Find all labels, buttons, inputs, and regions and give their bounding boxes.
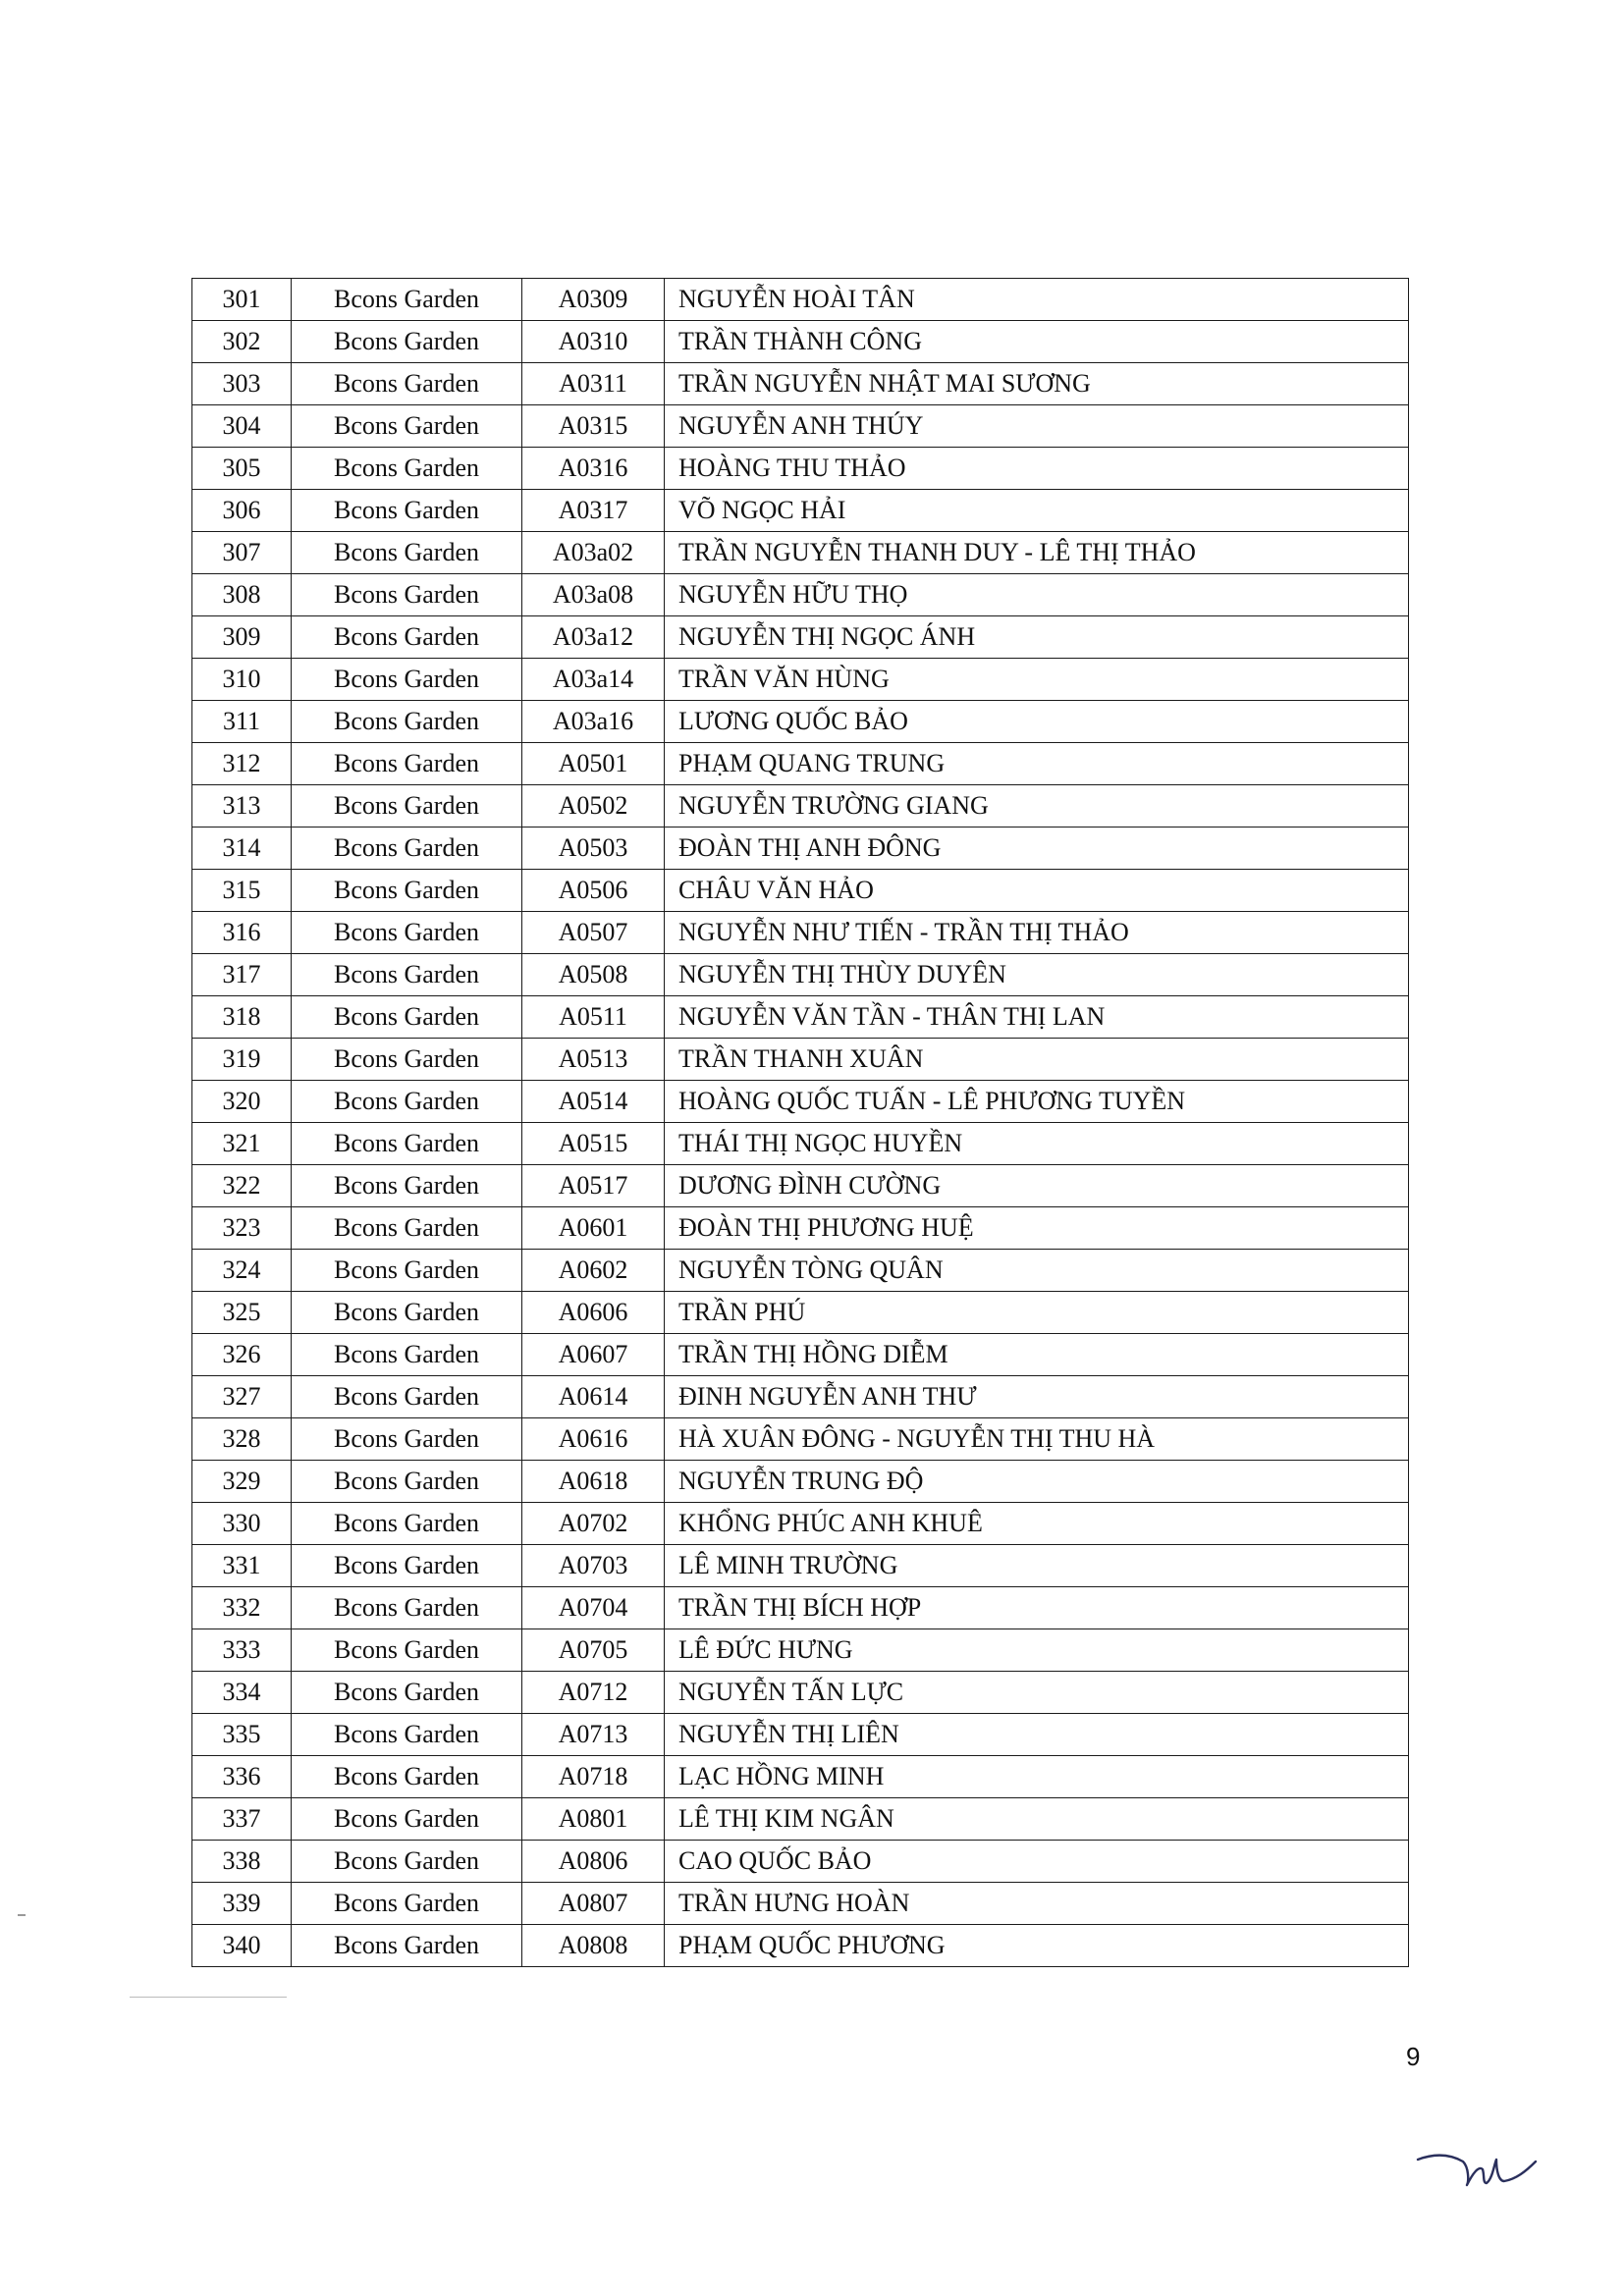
scan-artifact	[18, 1914, 26, 1916]
owner-name-cell: NGUYỄN ANH THÚY	[665, 405, 1409, 448]
project-cell: Bcons Garden	[292, 785, 522, 828]
owner-name-cell: ĐOÀN THỊ ANH ĐÔNG	[665, 828, 1409, 870]
row-number-cell: 310	[192, 659, 292, 701]
project-cell: Bcons Garden	[292, 1545, 522, 1587]
row-number-cell: 338	[192, 1841, 292, 1883]
table-row	[192, 1039, 1409, 1081]
table-row	[192, 448, 1409, 490]
project-cell: Bcons Garden	[292, 1376, 522, 1418]
owner-name-cell: KHỔNG PHÚC ANH KHUÊ	[665, 1503, 1409, 1545]
row-number-cell: 340	[192, 1925, 292, 1967]
project-cell: Bcons Garden	[292, 532, 522, 574]
project-cell: Bcons Garden	[292, 448, 522, 490]
unit-code-cell: A0806	[522, 1841, 665, 1883]
row-number-cell: 302	[192, 321, 292, 363]
project-cell: Bcons Garden	[292, 1123, 522, 1165]
row-number-cell: 339	[192, 1883, 292, 1925]
row-number-cell: 333	[192, 1629, 292, 1672]
unit-code-cell: A0501	[522, 743, 665, 785]
row-number-cell: 313	[192, 785, 292, 828]
project-cell: Bcons Garden	[292, 490, 522, 532]
owner-name-cell: TRẦN NGUYỄN THANH DUY - LÊ THỊ THẢO	[665, 532, 1409, 574]
unit-code-cell: A0507	[522, 912, 665, 954]
table-row	[192, 490, 1409, 532]
row-number-cell: 309	[192, 616, 292, 659]
owner-name-cell: NGUYỄN TRUNG ĐỘ	[665, 1461, 1409, 1503]
project-cell: Bcons Garden	[292, 321, 522, 363]
project-cell: Bcons Garden	[292, 701, 522, 743]
unit-code-cell: A0317	[522, 490, 665, 532]
row-number-cell: 319	[192, 1039, 292, 1081]
project-cell: Bcons Garden	[292, 363, 522, 405]
project-cell: Bcons Garden	[292, 1292, 522, 1334]
owner-name-cell: NGUYỄN TÒNG QUÂN	[665, 1250, 1409, 1292]
owner-name-cell: NGUYỄN TRƯỜNG GIANG	[665, 785, 1409, 828]
project-cell: Bcons Garden	[292, 616, 522, 659]
row-number-cell: 329	[192, 1461, 292, 1503]
row-number-cell: 332	[192, 1587, 292, 1629]
project-cell: Bcons Garden	[292, 1081, 522, 1123]
project-cell: Bcons Garden	[292, 1714, 522, 1756]
signature-mark	[1414, 2140, 1542, 2199]
unit-code-cell: A0311	[522, 363, 665, 405]
unit-code-cell: A0702	[522, 1503, 665, 1545]
owner-name-cell: ĐINH NGUYỄN ANH THƯ	[665, 1376, 1409, 1418]
unit-code-cell: A0508	[522, 954, 665, 996]
table-row	[192, 1672, 1409, 1714]
unit-code-cell: A0607	[522, 1334, 665, 1376]
project-cell: Bcons Garden	[292, 574, 522, 616]
table-row	[192, 1461, 1409, 1503]
owner-name-cell: NGUYỄN NHƯ TIẾN - TRẦN THỊ THẢO	[665, 912, 1409, 954]
project-cell: Bcons Garden	[292, 1629, 522, 1672]
owner-name-cell: DƯƠNG ĐÌNH CƯỜNG	[665, 1165, 1409, 1207]
owner-name-cell: NGUYỄN THỊ THÙY DUYÊN	[665, 954, 1409, 996]
project-cell: Bcons Garden	[292, 1883, 522, 1925]
project-cell: Bcons Garden	[292, 659, 522, 701]
table-row	[192, 616, 1409, 659]
table-row	[192, 574, 1409, 616]
project-cell: Bcons Garden	[292, 1250, 522, 1292]
table-row	[192, 785, 1409, 828]
project-cell: Bcons Garden	[292, 912, 522, 954]
unit-code-cell: A0503	[522, 828, 665, 870]
project-cell: Bcons Garden	[292, 1503, 522, 1545]
unit-code-cell: A0616	[522, 1418, 665, 1461]
row-number-cell: 305	[192, 448, 292, 490]
row-number-cell: 337	[192, 1798, 292, 1841]
row-number-cell: 308	[192, 574, 292, 616]
project-cell: Bcons Garden	[292, 1334, 522, 1376]
unit-code-cell: A0602	[522, 1250, 665, 1292]
owner-name-cell: TRẦN THỊ HỒNG DIỄM	[665, 1334, 1409, 1376]
row-number-cell: 330	[192, 1503, 292, 1545]
row-number-cell: 314	[192, 828, 292, 870]
owner-name-cell: LÊ THỊ KIM NGÂN	[665, 1798, 1409, 1841]
unit-code-cell: A0606	[522, 1292, 665, 1334]
table-row	[192, 1798, 1409, 1841]
unit-code-cell: A03a12	[522, 616, 665, 659]
unit-code-cell: A0515	[522, 1123, 665, 1165]
table-body	[192, 279, 1409, 1967]
owner-name-cell: TRẦN THỊ BÍCH HỢP	[665, 1587, 1409, 1629]
table-row	[192, 1250, 1409, 1292]
row-number-cell: 331	[192, 1545, 292, 1587]
project-cell: Bcons Garden	[292, 1925, 522, 1967]
table-row	[192, 532, 1409, 574]
owner-name-cell: HOÀNG THU THẢO	[665, 448, 1409, 490]
row-number-cell: 325	[192, 1292, 292, 1334]
unit-code-cell: A0309	[522, 279, 665, 321]
owner-name-cell: VÕ NGỌC HẢI	[665, 490, 1409, 532]
row-number-cell: 336	[192, 1756, 292, 1798]
table-row	[192, 1334, 1409, 1376]
scan-artifact	[130, 1997, 287, 1998]
owner-name-cell: THÁI THỊ NGỌC HUYỀN	[665, 1123, 1409, 1165]
row-number-cell: 307	[192, 532, 292, 574]
row-number-cell: 317	[192, 954, 292, 996]
table-row	[192, 1883, 1409, 1925]
table-row	[192, 870, 1409, 912]
row-number-cell: 315	[192, 870, 292, 912]
unit-code-cell: A0601	[522, 1207, 665, 1250]
table-row	[192, 1207, 1409, 1250]
row-number-cell: 301	[192, 279, 292, 321]
table-row	[192, 1165, 1409, 1207]
unit-code-cell: A0704	[522, 1587, 665, 1629]
owner-name-cell: TRẦN THANH XUÂN	[665, 1039, 1409, 1081]
table-row	[192, 1503, 1409, 1545]
owner-name-cell: TRẦN PHÚ	[665, 1292, 1409, 1334]
table-row	[192, 1714, 1409, 1756]
owner-name-cell: TRẦN NGUYỄN NHẬT MAI SƯƠNG	[665, 363, 1409, 405]
unit-code-cell: A03a16	[522, 701, 665, 743]
unit-code-cell: A03a02	[522, 532, 665, 574]
table-row	[192, 1925, 1409, 1967]
table-row	[192, 912, 1409, 954]
project-cell: Bcons Garden	[292, 1461, 522, 1503]
project-cell: Bcons Garden	[292, 996, 522, 1039]
table-row	[192, 405, 1409, 448]
unit-code-cell: A0517	[522, 1165, 665, 1207]
project-cell: Bcons Garden	[292, 1207, 522, 1250]
row-number-cell: 321	[192, 1123, 292, 1165]
table-row	[192, 743, 1409, 785]
owner-name-cell: TRẦN HƯNG HOÀN	[665, 1883, 1409, 1925]
table-row	[192, 1587, 1409, 1629]
project-cell: Bcons Garden	[292, 1756, 522, 1798]
row-number-cell: 316	[192, 912, 292, 954]
unit-code-cell: A03a14	[522, 659, 665, 701]
row-number-cell: 303	[192, 363, 292, 405]
owner-name-cell: LƯƠNG QUỐC BẢO	[665, 701, 1409, 743]
project-cell: Bcons Garden	[292, 954, 522, 996]
unit-code-cell: A0807	[522, 1883, 665, 1925]
row-number-cell: 304	[192, 405, 292, 448]
owner-name-cell: PHẠM QUANG TRUNG	[665, 743, 1409, 785]
row-number-cell: 322	[192, 1165, 292, 1207]
table-row	[192, 996, 1409, 1039]
unit-code-cell: A0808	[522, 1925, 665, 1967]
project-cell: Bcons Garden	[292, 870, 522, 912]
row-number-cell: 312	[192, 743, 292, 785]
table-row	[192, 954, 1409, 996]
row-number-cell: 318	[192, 996, 292, 1039]
row-number-cell: 328	[192, 1418, 292, 1461]
owner-name-cell: NGUYỄN THỊ NGỌC ÁNH	[665, 616, 1409, 659]
owner-name-cell: NGUYỄN THỊ LIÊN	[665, 1714, 1409, 1756]
table-row	[192, 1418, 1409, 1461]
project-cell: Bcons Garden	[292, 1039, 522, 1081]
table-row	[192, 701, 1409, 743]
row-number-cell: 335	[192, 1714, 292, 1756]
table-row	[192, 1081, 1409, 1123]
project-cell: Bcons Garden	[292, 1418, 522, 1461]
unit-code-cell: A0502	[522, 785, 665, 828]
owner-name-cell: NGUYỄN HỮU THỌ	[665, 574, 1409, 616]
project-cell: Bcons Garden	[292, 405, 522, 448]
owner-name-cell: ĐOÀN THỊ PHƯƠNG HUỆ	[665, 1207, 1409, 1250]
owner-name-cell: NGUYỄN VĂN TẦN - THÂN THỊ LAN	[665, 996, 1409, 1039]
owner-name-cell: HÀ XUÂN ĐÔNG - NGUYỄN THỊ THU HÀ	[665, 1418, 1409, 1461]
table-row	[192, 1123, 1409, 1165]
row-number-cell: 320	[192, 1081, 292, 1123]
row-number-cell: 324	[192, 1250, 292, 1292]
unit-code-cell: A0703	[522, 1545, 665, 1587]
table-row	[192, 1629, 1409, 1672]
table-row	[192, 279, 1409, 321]
unit-code-cell: A0316	[522, 448, 665, 490]
table-row	[192, 1841, 1409, 1883]
unit-code-cell: A0705	[522, 1629, 665, 1672]
unit-code-cell: A0801	[522, 1798, 665, 1841]
unit-code-cell: A0511	[522, 996, 665, 1039]
owner-name-cell: LẠC HỒNG MINH	[665, 1756, 1409, 1798]
table-row	[192, 1376, 1409, 1418]
project-cell: Bcons Garden	[292, 1798, 522, 1841]
owner-name-cell: LÊ ĐỨC HƯNG	[665, 1629, 1409, 1672]
unit-code-cell: A0315	[522, 405, 665, 448]
unit-code-cell: A0618	[522, 1461, 665, 1503]
project-cell: Bcons Garden	[292, 1587, 522, 1629]
unit-code-cell: A0310	[522, 321, 665, 363]
owner-name-cell: HOÀNG QUỐC TUẤN - LÊ PHƯƠNG TUYỀN	[665, 1081, 1409, 1123]
row-number-cell: 306	[192, 490, 292, 532]
project-cell: Bcons Garden	[292, 1672, 522, 1714]
project-cell: Bcons Garden	[292, 1841, 522, 1883]
unit-code-cell: A0713	[522, 1714, 665, 1756]
owner-name-cell: LÊ MINH TRƯỜNG	[665, 1545, 1409, 1587]
owner-name-cell: NGUYỄN TẤN LỰC	[665, 1672, 1409, 1714]
page-number: 9	[1406, 2042, 1421, 2071]
row-number-cell: 334	[192, 1672, 292, 1714]
owner-name-cell: CAO QUỐC BẢO	[665, 1841, 1409, 1883]
row-number-cell: 326	[192, 1334, 292, 1376]
owner-name-cell: TRẦN VĂN HÙNG	[665, 659, 1409, 701]
project-cell: Bcons Garden	[292, 828, 522, 870]
owner-name-cell: TRẦN THÀNH CÔNG	[665, 321, 1409, 363]
owner-name-cell: PHẠM QUỐC PHƯƠNG	[665, 1925, 1409, 1967]
row-number-cell: 327	[192, 1376, 292, 1418]
unit-code-cell: A0718	[522, 1756, 665, 1798]
owner-name-cell: NGUYỄN HOÀI TÂN	[665, 279, 1409, 321]
row-number-cell: 323	[192, 1207, 292, 1250]
unit-code-cell: A0514	[522, 1081, 665, 1123]
project-cell: Bcons Garden	[292, 1165, 522, 1207]
owner-list-table	[191, 278, 1409, 1967]
project-cell: Bcons Garden	[292, 743, 522, 785]
project-cell: Bcons Garden	[292, 279, 522, 321]
unit-code-cell: A0614	[522, 1376, 665, 1418]
row-number-cell: 311	[192, 701, 292, 743]
unit-code-cell: A0513	[522, 1039, 665, 1081]
owner-name-cell: CHÂU VĂN HẢO	[665, 870, 1409, 912]
unit-code-cell: A03a08	[522, 574, 665, 616]
table-row	[192, 1756, 1409, 1798]
table-row	[192, 828, 1409, 870]
unit-code-cell: A0506	[522, 870, 665, 912]
table-row	[192, 1545, 1409, 1587]
unit-code-cell: A0712	[522, 1672, 665, 1714]
table-row	[192, 659, 1409, 701]
table-row	[192, 321, 1409, 363]
table-row	[192, 363, 1409, 405]
table-row	[192, 1292, 1409, 1334]
